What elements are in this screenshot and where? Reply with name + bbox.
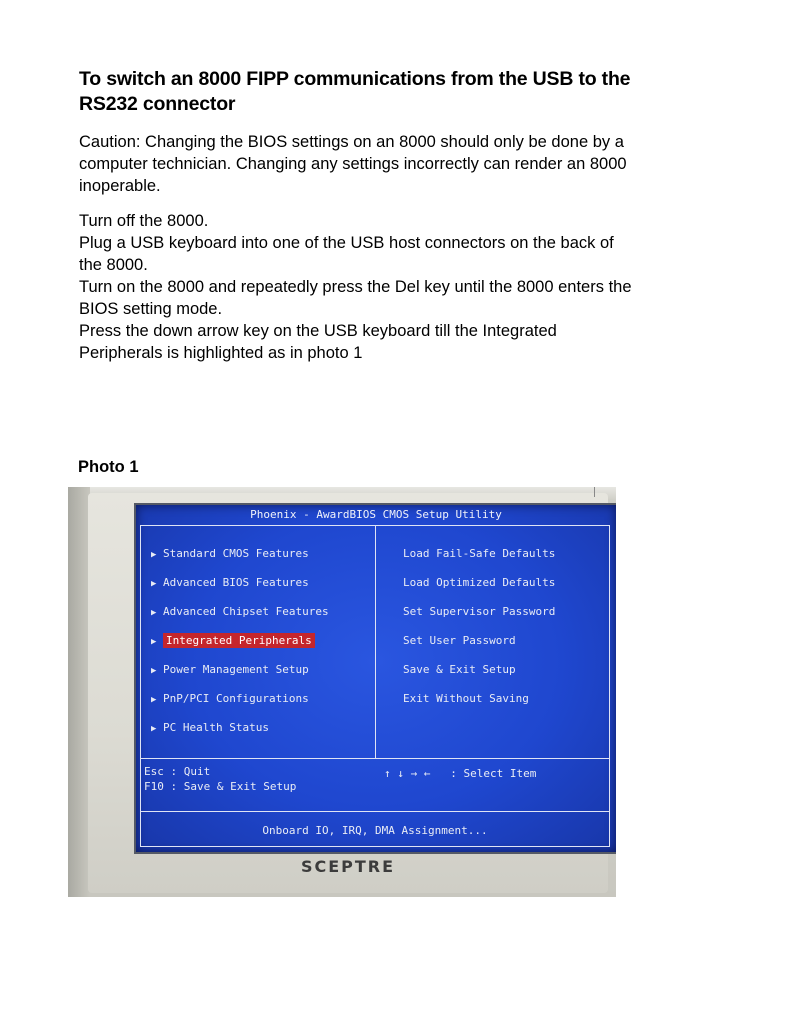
bios-item-integrated-peripherals[interactable]: ▶ Integrated Peripherals (151, 631, 329, 660)
step-4: Press the down arrow key on the USB keyboard till the Integrated Peripherals is highlighted as in photo 1 (79, 322, 557, 362)
triangle-right-icon: ▶ (151, 695, 157, 705)
bios-right-menu (403, 544, 555, 718)
step-2: Plug a USB keyboard into one of the USB host connectors on the back of the 8000. (79, 234, 614, 274)
bios-frame (140, 525, 610, 847)
monitor-brand-logo: SCEPTRE (300, 857, 396, 876)
bios-item-user-password[interactable]: Set User Password (403, 634, 516, 647)
triangle-right-icon: ▶ (151, 666, 157, 676)
triangle-right-icon: ▶ (151, 608, 157, 618)
bios-item-save-exit[interactable]: Save & Exit Setup (403, 663, 516, 676)
bios-divider-horizontal (141, 758, 609, 759)
bios-divider-vertical (375, 526, 376, 758)
key-select-hint: ↑ ↓ → ← : Select Item (384, 767, 537, 780)
bios-item-exit-without-saving[interactable]: Exit Without Saving (403, 692, 529, 705)
bios-item-standard-cmos[interactable]: ▶ Standard CMOS Features (151, 544, 329, 573)
step-1: Turn off the 8000. (79, 212, 209, 230)
bios-header: Phoenix - AwardBIOS CMOS Setup Utility (250, 508, 502, 521)
bios-item-load-fail-safe[interactable]: Load Fail-Safe Defaults (403, 547, 556, 560)
triangle-right-icon: ▶ (151, 637, 157, 647)
caution-text: Caution: Changing the BIOS settings on an 8000 should only be done by a computer technician. Changing any settings incorrectly can render an 8000 inoperable. (79, 133, 627, 195)
triangle-right-icon: ▶ (151, 579, 157, 589)
step-3: Turn on the 8000 and repeatedly press the Del key until the 8000 enters the BIOS setting mode. (79, 278, 632, 318)
bios-item-load-optimized[interactable]: Load Optimized Defaults (403, 576, 556, 589)
document-title: To switch an 8000 FIPP communications from the USB to the RS232 connector (79, 68, 631, 115)
bios-left-menu (151, 544, 329, 747)
bios-screen (134, 503, 616, 854)
monitor-photo (68, 487, 616, 897)
monitor-bezel (88, 493, 608, 893)
bios-item-advanced-bios[interactable]: ▶ Advanced BIOS Features (151, 573, 329, 602)
instruction-steps (79, 210, 639, 364)
bios-divider-status (141, 811, 609, 812)
photo-caption: Photo 1 (78, 458, 139, 476)
bios-item-advanced-chipset[interactable]: ▶ Advanced Chipset Features (151, 602, 329, 631)
bios-key-help (144, 764, 296, 794)
bios-item-power-management[interactable]: ▶ Power Management Setup (151, 660, 329, 689)
key-f10-hint: F10 : Save & Exit Setup (144, 780, 297, 793)
key-esc-hint: Esc : Quit (144, 765, 211, 778)
caution-paragraph (79, 131, 639, 197)
bios-item-supervisor-password[interactable]: Set Supervisor Password (403, 605, 556, 618)
cable-icon (594, 487, 596, 497)
bios-status-line: Onboard IO, IRQ, DMA Assignment... (262, 824, 488, 837)
bios-item-pc-health[interactable]: ▶ PC Health Status (151, 718, 329, 747)
triangle-right-icon: ▶ (151, 724, 157, 734)
bios-item-pnp-pci[interactable]: ▶ PnP/PCI Configurations (151, 689, 329, 718)
background-edge (68, 487, 90, 897)
triangle-right-icon: ▶ (151, 550, 157, 560)
